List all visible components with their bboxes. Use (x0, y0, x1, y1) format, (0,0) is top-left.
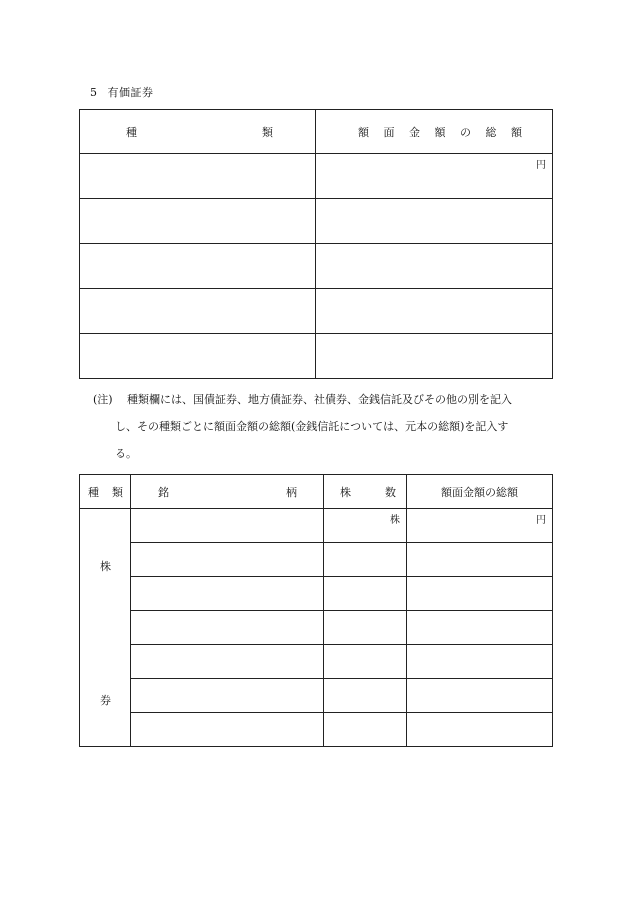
table-row (80, 679, 553, 713)
issue-name-header: 銘 柄 (131, 475, 324, 509)
section-number: 5 (90, 86, 98, 99)
total-cell[interactable] (316, 199, 553, 244)
table-header-row (80, 475, 553, 509)
share-count-cell[interactable] (324, 577, 407, 611)
table-row (80, 509, 553, 543)
issue-name-cell[interactable] (131, 543, 324, 577)
total-cell[interactable] (316, 334, 553, 379)
kind-cell[interactable] (80, 199, 316, 244)
table-row (80, 154, 553, 199)
section-title: 有価証券 (107, 86, 154, 99)
stock-table (79, 474, 553, 747)
total-cell[interactable] (407, 679, 553, 713)
note-label: (注) (93, 393, 113, 406)
total-cell[interactable] (407, 611, 553, 645)
yen-unit: 円 (536, 515, 546, 526)
shares-unit: 株 (390, 515, 400, 526)
note-text-line1: 種類欄には、国債証券、地方債証券、社債券、金銭信託及びその他の別を記入 (127, 393, 512, 406)
kind-cell[interactable] (80, 154, 316, 199)
issue-name-cell[interactable] (131, 509, 324, 543)
note-text-line2: し、その種類ごとに額面金額の総額(金銭信託については、元本の総額)を記入す (115, 420, 509, 433)
share-count-cell[interactable] (324, 645, 407, 679)
total-cell[interactable] (407, 509, 553, 543)
total-cell[interactable] (407, 577, 553, 611)
issue-name-cell[interactable] (131, 611, 324, 645)
share-count-cell[interactable] (324, 713, 407, 747)
table-row (80, 244, 553, 289)
total-cell[interactable] (316, 244, 553, 289)
section-heading (90, 84, 154, 100)
table-row (80, 289, 553, 334)
note-text-line3: る。 (115, 447, 137, 460)
kind-cell[interactable] (80, 289, 316, 334)
table-row (80, 577, 553, 611)
total-cell[interactable] (316, 154, 553, 199)
share-count-cell[interactable] (324, 543, 407, 577)
total-cell[interactable] (407, 543, 553, 577)
table-header-row (80, 110, 553, 154)
kind-cell[interactable] (80, 244, 316, 289)
kind-header: 種 類 (80, 475, 131, 509)
table-row (80, 713, 553, 747)
kind-header: 種 類 (80, 110, 316, 154)
stock-label-bottom: 券 (100, 694, 111, 707)
issue-name-cell[interactable] (131, 679, 324, 713)
issue-name-cell[interactable] (131, 577, 324, 611)
table-row (80, 645, 553, 679)
total-cell[interactable] (407, 713, 553, 747)
securities-summary-table (79, 109, 553, 379)
issue-name-cell[interactable] (131, 645, 324, 679)
share-count-header: 株 数 (324, 475, 407, 509)
kind-cell[interactable] (80, 334, 316, 379)
table-row (80, 334, 553, 379)
stock-label-top: 株 (100, 560, 111, 573)
table-row (80, 611, 553, 645)
total-face-value-header: 額面金額の総額 (407, 475, 553, 509)
table-row (80, 199, 553, 244)
stock-kind-cell (80, 509, 131, 747)
total-face-value-header: 額 面 金 額 の 総 額 (316, 110, 553, 154)
issue-name-cell[interactable] (131, 713, 324, 747)
yen-unit: 円 (536, 160, 546, 171)
share-count-cell[interactable] (324, 611, 407, 645)
total-cell[interactable] (316, 289, 553, 334)
share-count-cell[interactable] (324, 509, 407, 543)
note (93, 386, 555, 467)
table-row (80, 543, 553, 577)
share-count-cell[interactable] (324, 679, 407, 713)
total-cell[interactable] (407, 645, 553, 679)
